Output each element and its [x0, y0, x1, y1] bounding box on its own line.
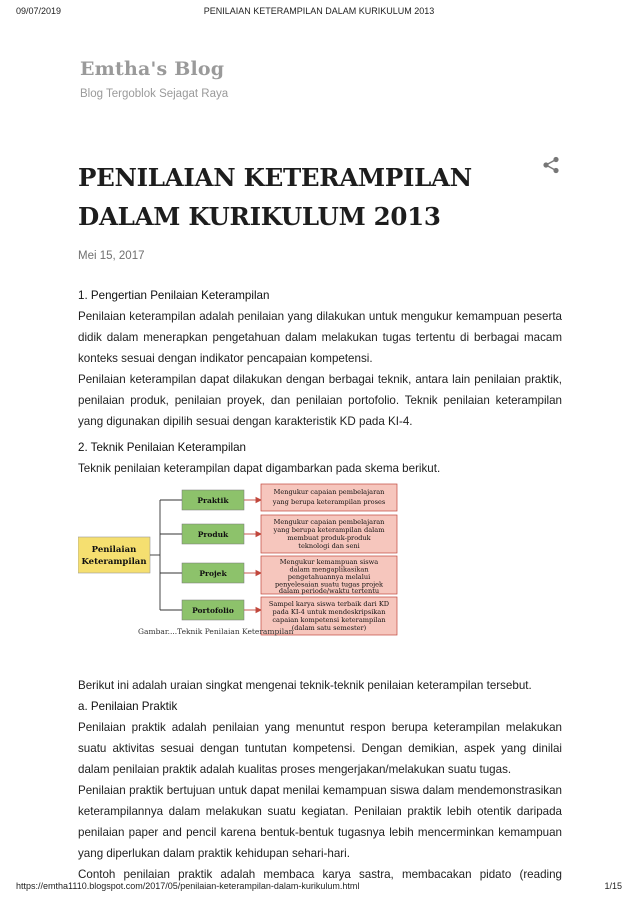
diagram-root-box — [78, 537, 150, 573]
diagram-desc-line: penyelesaian suatu tugas projek — [274, 580, 384, 589]
print-title: PENILAIAN KETERAMPILAN DALAM KURIKULUM 2013 — [203, 6, 435, 16]
print-footer — [16, 881, 622, 895]
diagram-desc-line: dalam periode/waktu tertentu — [278, 587, 380, 595]
diagram-desc-line: pada KI-4 untuk mendeskripsikan — [272, 608, 386, 616]
diagram-desc-line: teknologi dan seni — [298, 542, 360, 550]
post-date[interactable]: Mei 15, 2017 — [78, 250, 145, 262]
diagram-connectors — [150, 500, 182, 610]
diagram-desc-line: pengetahuannya melalui — [287, 573, 371, 581]
diagram-branch-label: Portofolio — [192, 606, 234, 615]
section-heading-pengertian: 1. Pengertian Penilaian Keterampilan — [78, 289, 270, 302]
diagram-branch-label: Projek — [199, 569, 227, 578]
section-heading-teknik: 2. Teknik Penilaian Keterampilan — [78, 441, 246, 454]
post-title — [78, 158, 518, 236]
diagram-arrows — [244, 498, 261, 613]
diagram-desc-line: Mengukur capaian pembelajaran — [273, 488, 385, 496]
diagram-desc-line: Sampel karya siswa terbaik dari KD — [268, 600, 390, 608]
diagram-desc-line: capaian kompetensi keterampilan — [272, 616, 386, 624]
diagram-desc-line: (dalam satu semester) — [291, 624, 367, 632]
diagram-branch-label: Praktik — [197, 496, 229, 505]
share-icon[interactable] — [542, 156, 560, 174]
diagram-caption: Gambar....Teknik Penilaian Keterampilan — [138, 627, 294, 636]
section-2-continued — [78, 675, 562, 885]
paragraph: Penilaian praktik adalah penilaian yang menuntut respon berupa keterampilan melakukan suatu aktivitas sesuai dengan tuntutan kompetensi. Dengan demikian, aspek yang dinilai dalam penilaian praktik adalah kualitas proses mengerjakan/melakukan suatu tugas. — [78, 721, 562, 776]
post-title-line-2: DALAM KURIKULUM 2013 — [78, 202, 441, 231]
diagram-desc-line: Mengukur kemampuan siswa — [279, 558, 379, 566]
print-date: 09/07/2019 — [16, 6, 62, 16]
paragraph: Teknik penilaian keterampilan dapat digambarkan pada skema berikut. — [78, 462, 441, 475]
section-1 — [78, 285, 562, 432]
print-page-number: 1/15 — [604, 881, 622, 891]
diagram-desc-line: dalam mengaplikasikan — [289, 565, 369, 574]
diagram-desc-line: yang berupa keterampilan dalam — [273, 526, 385, 534]
print-url: https://emtha1110.blogspot.com/2017/05/penilaian-keterampilan-dalam-kurikulum.html — [16, 881, 360, 891]
print-header — [16, 6, 622, 20]
section-2 — [78, 437, 562, 479]
blog-title[interactable]: Emtha's Blog — [80, 58, 225, 80]
diagram-root-line-1: Penilaian — [91, 545, 137, 555]
diagram-root-line-2: Keterampilan — [81, 557, 147, 567]
diagram-desc-line: Mengukur capaian pembelajaran — [273, 518, 385, 526]
paragraph: Berikut ini adalah uraian singkat mengenai teknik-teknik penilaian keterampilan tersebut. — [78, 679, 532, 692]
diagram-desc-line: yang berupa keterampilan proses — [272, 498, 386, 506]
blog-subtitle: Blog Tergoblok Sejagat Raya — [80, 88, 229, 100]
paragraph: Contoh penilaian praktik adalah membaca karya sastra, membacakan pidato (reading — [78, 868, 562, 881]
paragraph: Penilaian praktik bertujuan untuk dapat menilai kemampuan siswa dalam mendemonstrasikan keterampilannya dalam melakukan suatu kegiatan. Penilaian praktik lebih otentik daripada penilaian paper and pencil karena bentuk-bentuk tugasnya lebih mencerminkan kemampuan yang diperlukan dalam praktik kehidupan sehari-hari. — [78, 784, 562, 860]
diagram-branch-label: Produk — [197, 530, 229, 539]
diagram-teknik-penilaian — [78, 482, 400, 642]
paragraph: Penilaian keterampilan dapat dilakukan dengan berbagai teknik, antara lain penilaian praktik, penilaian produk, penilaian proyek, dan penilaian portofolio. Teknik penilaian keterampilan yang digunakan dipilih sesuai dengan karakteristik KD pada KI-4. — [78, 373, 562, 428]
diagram-desc-line: membuat produk-produk — [287, 534, 371, 542]
paragraph: Penilaian keterampilan adalah penilaian yang dilakukan untuk mengukur kemampuan peserta didik dalam menerapkan pengetahuan dalam melakukan tugas tertentu di berbagai macam konteks sesuai dengan indikator pencapaian kompetensi. — [78, 310, 562, 365]
post-title-line-1: PENILAIAN KETERAMPILAN — [78, 163, 472, 192]
section-heading-praktik: a. Penilaian Praktik — [78, 700, 178, 713]
